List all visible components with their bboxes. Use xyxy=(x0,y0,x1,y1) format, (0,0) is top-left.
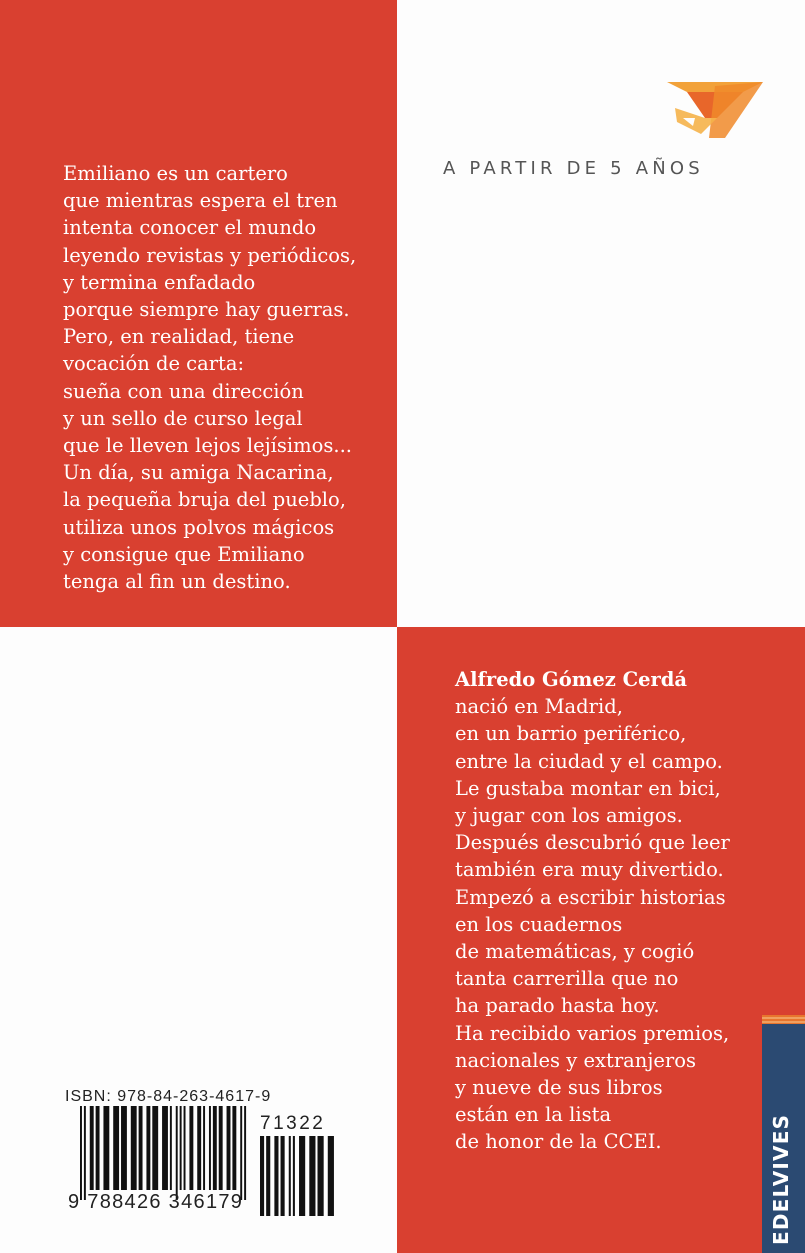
barcode-bar xyxy=(318,1136,324,1216)
barcode-bar xyxy=(227,1106,231,1190)
synopsis-line: vocación de carta: xyxy=(63,352,245,376)
synopsis-line: la pequeña bruja del pueblo, xyxy=(63,488,346,512)
barcode-bar xyxy=(146,1106,150,1190)
barcode-bar xyxy=(90,1106,94,1190)
bio-line: y jugar con los amigos. xyxy=(455,804,683,828)
barcode-bar xyxy=(240,1106,242,1200)
barcode-bar xyxy=(189,1106,193,1190)
bio-line: están en la lista xyxy=(455,1103,612,1127)
bio-line: de honor de la CCEI. xyxy=(455,1130,662,1154)
barcode-bar xyxy=(113,1106,119,1190)
isbn-label: ISBN: 978-84-263-4617-9 xyxy=(65,1088,272,1105)
bio-line: también era muy divertido. xyxy=(455,858,724,882)
ean-bars xyxy=(80,1106,246,1200)
bio-line: Después descubrió que leer xyxy=(455,831,730,855)
barcode-bar xyxy=(96,1106,100,1190)
synopsis-text xyxy=(63,160,356,595)
barcode-bar xyxy=(289,1136,291,1216)
barcode-bar xyxy=(170,1106,172,1190)
synopsis-line: leyendo revistas y periódicos, xyxy=(63,243,357,267)
synopsis-line: y un sello de curso legal xyxy=(63,406,303,430)
barcode-bar xyxy=(274,1136,278,1216)
barcode-bar xyxy=(293,1136,295,1216)
bio-line: nació en Madrid, xyxy=(455,695,623,719)
barcode-bar xyxy=(260,1136,264,1216)
barcode-bar xyxy=(266,1136,270,1216)
bio-line: en los cuadernos xyxy=(455,912,623,936)
barcode-bar xyxy=(84,1106,86,1200)
barcode-bar xyxy=(209,1106,211,1190)
author-bio-text xyxy=(455,666,730,1156)
barcode-bar xyxy=(244,1106,246,1200)
bio-line: Empezó a escribir historias xyxy=(455,885,726,909)
barcode-addon-digits: 71322 xyxy=(260,1113,326,1134)
publisher-band-stripes xyxy=(762,1015,805,1024)
barcode-bar xyxy=(213,1106,217,1190)
bio-line: y nueve de sus libros xyxy=(455,1076,663,1100)
barcode-bar xyxy=(299,1136,305,1216)
synopsis-line: que le lleven lejos lejísimos... xyxy=(63,434,352,458)
synopsis-line: Emiliano es un cartero xyxy=(63,162,288,185)
barcode-bar xyxy=(281,1136,285,1216)
bio-line: ha parado hasta hoy. xyxy=(455,994,660,1018)
barcode-bar xyxy=(139,1106,143,1190)
bio-line: en un barrio periférico, xyxy=(455,722,687,746)
author-name: Alfredo Gómez Cerdá xyxy=(455,668,688,691)
barcode-digits: 9 788426 346179 xyxy=(68,1191,244,1213)
bio-line: Le gustaba montar en bici, xyxy=(455,776,721,800)
barcode-bar xyxy=(219,1106,223,1190)
age-recommendation: A PARTIR DE 5 AÑOS xyxy=(443,158,704,179)
barcode-bar xyxy=(152,1106,158,1190)
barcode-bar xyxy=(203,1106,205,1190)
bio-line: Ha recibido varios premios, xyxy=(455,1021,730,1045)
bio-line: entre la ciudad y el campo. xyxy=(455,749,723,773)
synopsis-line: que mientras espera el tren xyxy=(63,189,338,213)
barcode-bar xyxy=(131,1106,137,1190)
barcode-bar xyxy=(121,1106,127,1190)
barcode-bar xyxy=(176,1106,178,1200)
bio-line: de matemáticas, y cogió xyxy=(455,940,695,964)
synopsis-line: sueña con una dirección xyxy=(63,379,304,403)
bio-line: tanta carrerilla que no xyxy=(455,967,679,991)
barcode-bar xyxy=(197,1106,201,1190)
barcode-bar xyxy=(309,1136,315,1216)
synopsis-line: Pero, en realidad, tiene xyxy=(63,325,295,349)
synopsis-line: y termina enfadado xyxy=(63,270,256,294)
barcode-bar xyxy=(103,1106,109,1190)
synopsis-line: tenga al fin un destino. xyxy=(63,570,291,594)
synopsis-line: porque siempre hay guerras. xyxy=(63,298,350,322)
barcode-bar xyxy=(80,1106,82,1200)
barcode-bar xyxy=(184,1106,186,1190)
series-logo-icon xyxy=(665,78,765,140)
synopsis-line: Un día, su amiga Nacarina, xyxy=(63,461,334,485)
barcode-bar xyxy=(328,1136,334,1216)
barcode-bar xyxy=(180,1106,182,1190)
synopsis-line: utiliza unos polvos mágicos xyxy=(63,515,335,539)
addon-bars xyxy=(260,1136,334,1216)
publisher-name: EDELVIVES xyxy=(769,1113,793,1245)
barcode-bar xyxy=(232,1106,236,1190)
synopsis-line: y consigue que Emiliano xyxy=(63,542,305,566)
synopsis-line: intenta conocer el mundo xyxy=(63,216,317,240)
barcode-bar xyxy=(162,1106,168,1190)
bio-line: nacionales y extranjeros xyxy=(455,1048,696,1072)
